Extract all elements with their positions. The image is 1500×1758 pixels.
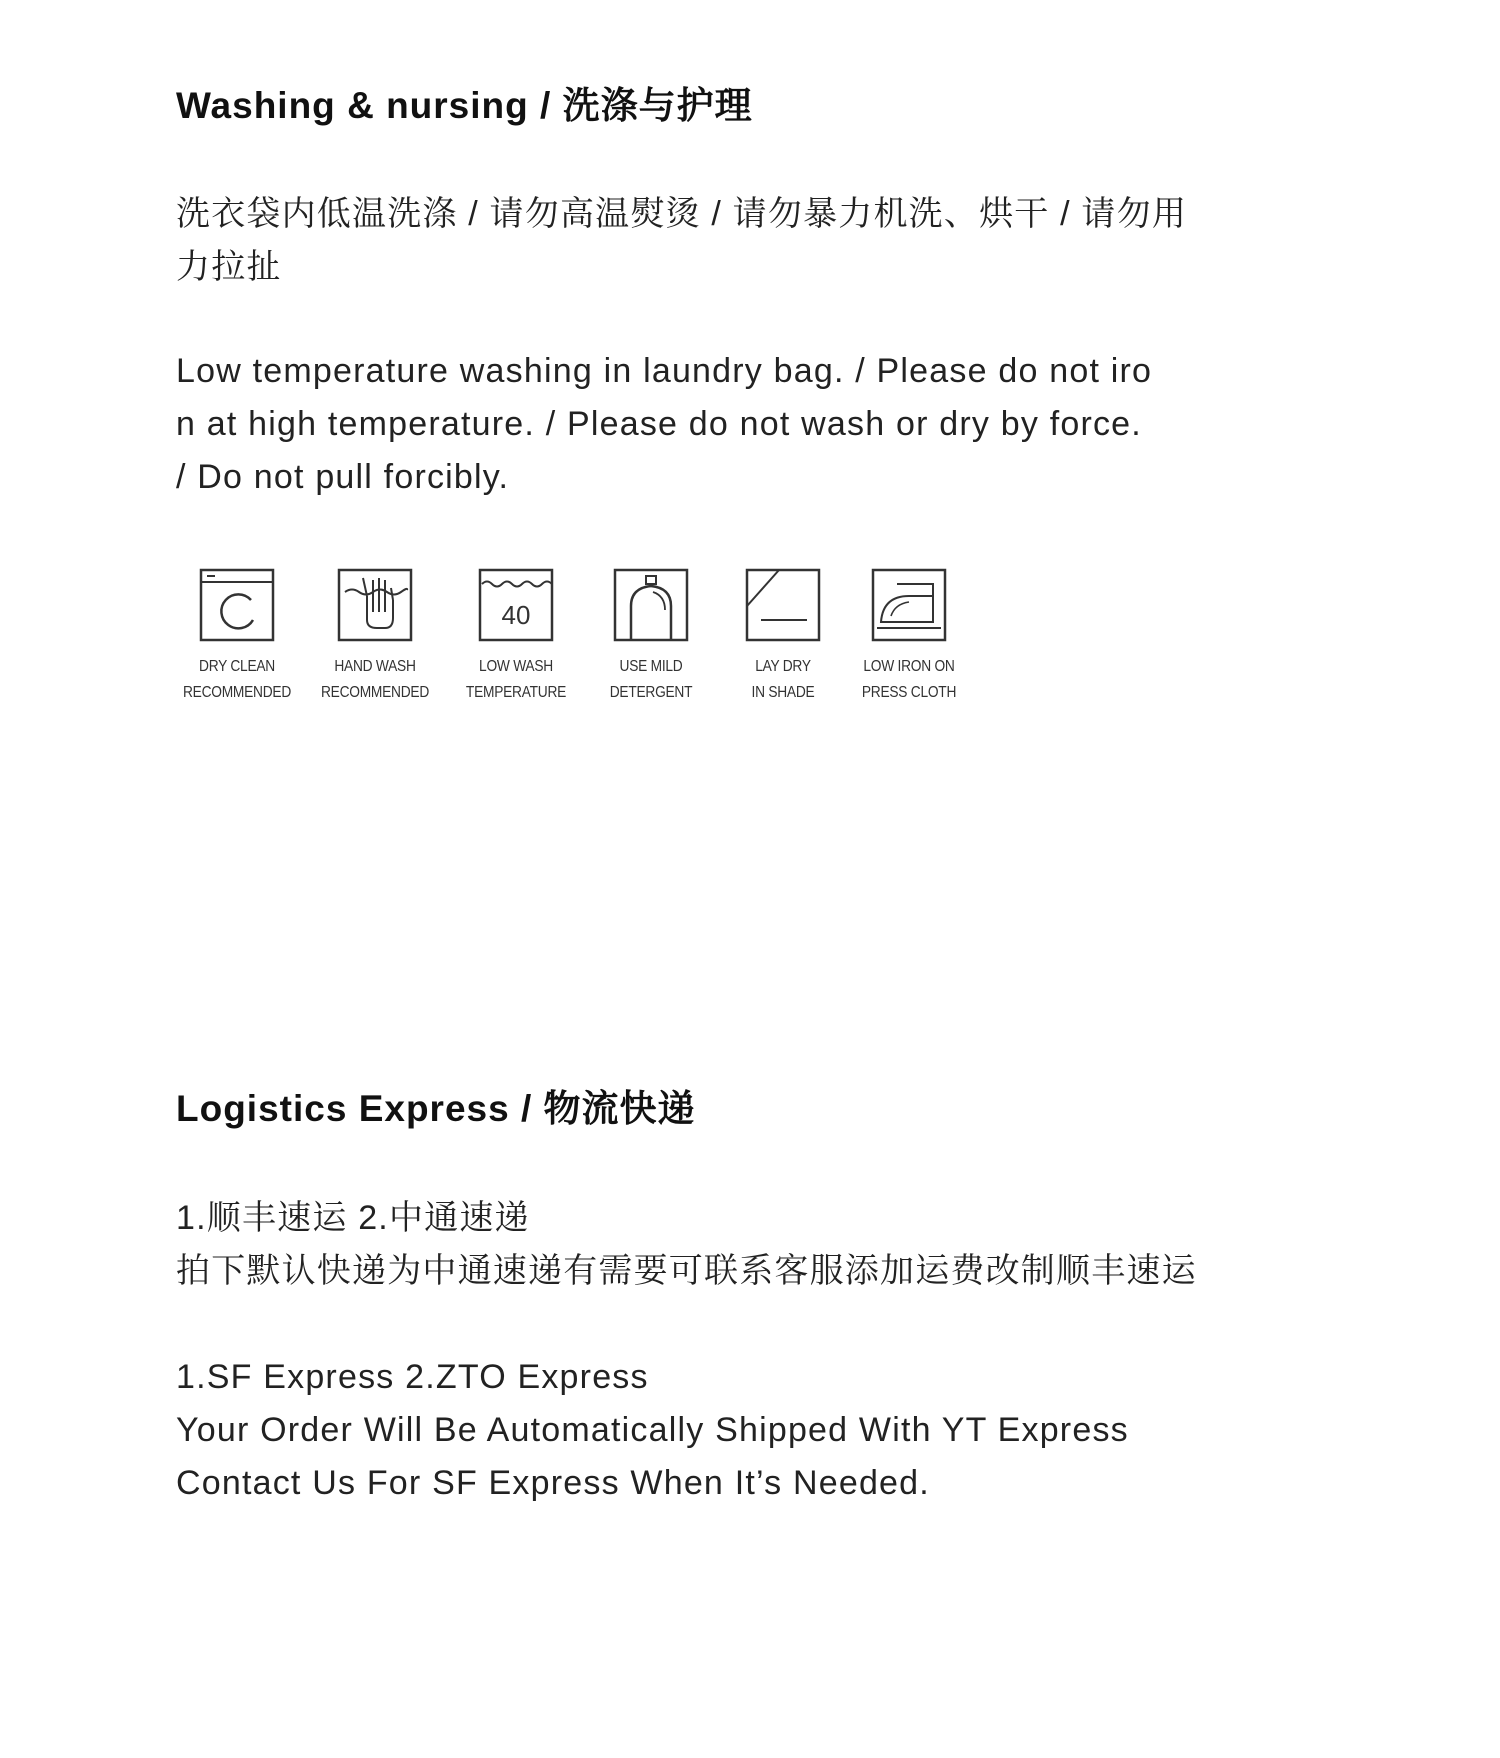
care-item-dry-clean <box>172 566 302 706</box>
care-icons-row <box>172 566 992 716</box>
logistics-section <box>176 1087 1346 1131</box>
care-label-line2: TEMPERATURE <box>465 684 567 701</box>
hand-wash-icon <box>335 566 415 644</box>
care-label-line1: LAY DRY <box>755 658 811 675</box>
care-label-line2: DETERGENT <box>609 684 693 701</box>
care-item-low-iron <box>844 566 974 706</box>
washing-english-line: Low temperature washing in laundry bag. / Please do not iro <box>176 352 1153 390</box>
logistics-english-text <box>176 1351 1346 1510</box>
care-label-line1: LOW WASH <box>479 658 553 675</box>
care-label-line1: USE MILD <box>619 658 683 675</box>
care-label-line2: RECOMMENDED <box>182 684 292 701</box>
care-label-line2: PRESS CLOTH <box>861 684 957 701</box>
logistics-chinese-line: 1.顺丰速运 2.中通速递 <box>176 1199 530 1237</box>
washing-section <box>176 84 1346 128</box>
care-label-line2: IN SHADE <box>751 684 815 701</box>
care-item-mild-detergent <box>586 566 716 706</box>
washing-chinese-line: 力拉扯 <box>176 248 282 286</box>
washing-english-line: n at high temperature. / Please do not wash or dry by force. <box>176 405 1142 443</box>
iron-icon <box>869 566 949 644</box>
washing-english-text <box>176 345 1346 504</box>
care-label-line1: DRY CLEAN <box>199 658 275 675</box>
wash-temperature-number: 40 <box>501 600 531 630</box>
washing-heading: Washing & nursing / 洗涤与护理 <box>176 85 753 126</box>
logistics-english-line: Your Order Will Be Automatically Shipped With YT Express <box>176 1411 1129 1449</box>
detergent-bottle-icon <box>611 566 691 644</box>
wash-temperature-icon <box>476 566 556 644</box>
care-label-line2: RECOMMENDED <box>320 684 430 701</box>
logistics-english-line: Contact Us For SF Express When It’s Needed. <box>176 1464 930 1502</box>
logistics-chinese-line: 拍下默认快递为中通速递有需要可联系客服添加运费改制顺丰速运 <box>176 1252 1197 1290</box>
care-label-line1: LOW IRON ON <box>863 658 955 675</box>
logistics-heading: Logistics Express / 物流快递 <box>176 1088 696 1129</box>
lay-dry-shade-icon <box>743 566 823 644</box>
care-item-lay-dry <box>718 566 848 706</box>
care-item-low-wash <box>451 566 581 706</box>
logistics-chinese-text <box>176 1192 1346 1298</box>
washing-chinese-text <box>176 188 1346 294</box>
washing-chinese-line: 洗衣袋内低温洗涤 / 请勿高温熨烫 / 请勿暴力机洗、烘干 / 请勿用 <box>176 195 1188 233</box>
care-label-line1: HAND WASH <box>334 658 416 675</box>
washing-english-line: / Do not pull forcibly. <box>176 458 510 496</box>
washing-machine-icon <box>197 566 277 644</box>
logistics-english-line: 1.SF Express 2.ZTO Express <box>176 1358 649 1396</box>
care-item-hand-wash <box>310 566 440 706</box>
